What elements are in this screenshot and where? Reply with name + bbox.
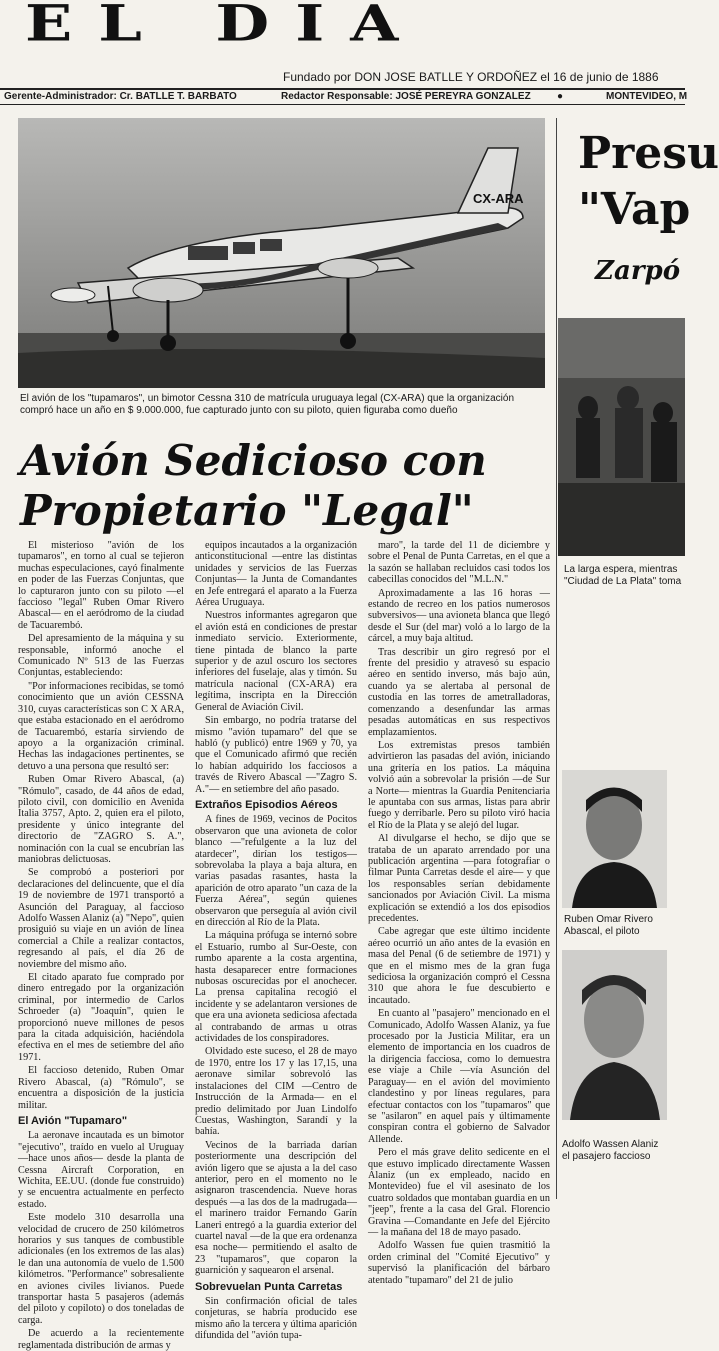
founded-line: Fundado por DON JOSE BATLLE Y ORDOÑEZ el 16 de junio de 1886 xyxy=(283,70,659,84)
col1-paragraph: Este modelo 310 desarrolla una velocidad de crucero de 250 kilómetros horarios y sus tanques de combustible adicionales (en los extremos de las alas) le dan una autonomía de vuelo de 1.500 kilómetros. "Performance" sobresaliente en aviones civiles livianos. Puede transportar hasta 5 pasajeros (además del piloto y copiloto) o dos toneladas de carga. xyxy=(18,1212,184,1326)
crowd-photo-caption xyxy=(564,564,685,588)
pilot-caption-line-2: Abascal, el piloto xyxy=(564,926,640,937)
newspaper-title: EL DIA xyxy=(25,0,425,53)
passenger-caption xyxy=(562,1139,685,1163)
pilot-portrait xyxy=(562,770,667,908)
passenger-portrait xyxy=(562,950,667,1120)
col3-paragraph: Cabe agregar que este último incidente aéreo ocurrió un año antes de la evasión en masa del Penal (6 de setiembre de 1971) y que en el mismo mes de la gran fuga sediciosa la organización compró el Cessna 310 que ahora le fue descubierto e incautado. xyxy=(368,926,550,1006)
main-headline xyxy=(20,436,540,536)
masthead xyxy=(0,0,685,88)
col2-paragraph: Sin confirmación oficial de tales conjeturas, se habría producido ese mismo año la tercera y última aparición difundida del "avión tupa- xyxy=(195,1296,357,1342)
col1-paragraph: Se comprobó a posteriori por declaraciones del delincuente, que el día 19 de noviembre de 1971 transportó a Asunción del Paraguay, al faccioso Adolfo Wassen Alaniz (a) "Nepo", quien prosiguió su viaje en un avión de línea comercial a Chile a realizar contactos, regresando al país, el día 26 de noviembre del mismo año. xyxy=(18,867,184,970)
manager-credit: Gerente-Administrador: Cr. BATLLE T. BARBATO xyxy=(4,91,237,102)
col3-paragraph: Pero el más grave delito sedicente en el que estuvo implicado directamente Wassen Alaniz (un ex empleado, nacido en Montevideo) fue el vil asesinato de los cuatro soldados que montaban guardia en un "jeep", frente a la casa del Gral. Florencio Gravina —Comandante en Jefe del Ejército— la mañana del 18 de mayo pasado. xyxy=(368,1147,550,1238)
airplane-illustration xyxy=(18,118,545,388)
masthead-rule xyxy=(0,88,685,90)
col1-paragraph: "Por informaciones recibidas, se tomó conocimiento que un avión CESSNA 310, cuyas características son C X ARA, que estaba estacionado en el aeródromo de Tacuarembó, estaría sirviendo de apoyo a la organización criminal. Hechas las indagaciones pertinentes, se detuvo a una persona que resultó ser: xyxy=(18,680,184,772)
passenger-portrait-illustration xyxy=(562,950,667,1120)
col3-paragraph: maro", la tarde del 11 de diciembre y sobre el Penal de Punta Carretas, en el que a la sazón se hallaban recluidos casi todos los cabecillas conocidos del "M.L.N." xyxy=(368,540,550,586)
col3-paragraph: Al divulgarse el hecho, se dijo que se trataba de un aparato arrendado por una publicación argentina —para fotografiar o filmar Punta Carretas desde el aire— y que los responsables serían debidamente sancionados por Aviación Civil. La misma explicación se extendió a los dos episodios precedentes. xyxy=(368,833,550,924)
passenger-caption-line-1: Adolfo Wassen Alaniz xyxy=(562,1139,659,1150)
article-column-3 xyxy=(368,540,550,1286)
editor-credit: Redactor Responsable: JOSÉ PEREYRA GONZALEZ xyxy=(281,91,531,102)
bullet-icon: ● xyxy=(557,91,564,102)
article-column-2 xyxy=(195,540,357,1342)
subhead-avion-tupamaro: El Avión "Tupamaro" xyxy=(18,1114,128,1127)
airplane-photo-caption: El avión de los "tupamaros", un bimotor Cessna 310 de matrícula uruguaya legal (CX-ARA) que la organización compró hace un año en $ 9.000.000, fue capturado junto con su piloto, quien figuraba como dueño xyxy=(20,393,515,416)
col2-paragraph: Vecinos de la barriada darían posteriormente una descripción del avión ligero que se ajusta a la del caso anterior, pero en el momento no le asignaron trascendencia. Nueve horas después —a las dos de la madrugada— el marinero traidor Fernando Garín Laneri entregó a la guardia exterior del cuartel naval —de la que era ordenanza esa noche— permitiendo el asalto de 23 "tupamaros", que coparon la guarnición y saquearon el arsenal. xyxy=(195,1139,357,1277)
staff-rule xyxy=(0,104,685,105)
subhead-punta-carretas: Sobrevuelan Punta Carretas xyxy=(195,1280,343,1293)
col3-paragraph: Los extremistas presos también advirtieron las pasadas del avión, iniciando una gritería en los patios. La máquina volvió aún a sobrevolar la prisión —de Sur a Norte— mientras la Guardia Penitenciaria le apuntaba con sus armas, listas para abrir fuego y derribarle. Pero su piloto viró hacia el Río de la Plata y se alejó del lugar. xyxy=(368,739,550,831)
col3-paragraph: Adolfo Wassen fue quien trasmitió la orden criminal del "Comité Ejecutivo" y supervisó la planificación del bárbaro atentado "tupamaro" del 21 de julio xyxy=(368,1240,550,1286)
plane-registration: CX-ARA xyxy=(473,191,524,206)
col1-paragraph: El citado aparato fue comprado por dinero entregado por la organización criminal, por intermedio de Carlos Schroeder (a) "Joaquín", quien le proporcionó nueve millones de pesos para la citada adquisición, haciéndola efectiva en el mes de setiembre del año 1971. xyxy=(18,972,184,1063)
crowd-caption-line-2: "Ciudad de La Plata" toma xyxy=(564,576,682,587)
col1-paragraph: Ruben Omar Rivero Abascal, (a) "Rómulo", casado, de 44 años de edad, piloto civil, con domicilio en Avenida Italia 3757, Apto. 2, quien era el piloto, presidente y único integrante del directorio de "ZAGRO S. A.", nominación con la cual se encubrían las maniobras delictuosas. xyxy=(18,774,184,865)
col3-paragraph: Tras describir un giro regresó por el frente del presidio y atravesó su espacio aéreo en sentido inverso, más bajo aún, cuando ya se alertaba al personal de custodia en las torres de ametralladoras, comenzando a desenfundar las armas pesadas automáticas en sus respectivos emplazamientos. xyxy=(368,646,550,738)
pilot-portrait-illustration xyxy=(562,770,667,908)
col3-paragraph: Aproximadamente a las 16 horas —estando de recreo en los patios numerosos subversivos— una avioneta blanca que llegó desde el Sur (del mar) voló a lo largo de la cárcel, a muy baja altitud. xyxy=(368,587,550,645)
col1-paragraph: El misterioso "avión de los tupamaros", en torno al cual se tejieron muchas especulaciones, cayó finalmente en poder de las Fuerzas Conjuntas, que lo capturaron junto con su piloto —el faccioso "legal" Ruben Omar Rivero Abascal— en el aeródromo de la ciudad de Tacuarembó. xyxy=(18,540,184,631)
col1-paragraph: Del apresamiento de la máquina y su responsable, informó anoche el Comunicado Nº 513 de las Fuerzas Conjuntas, estableciendo: xyxy=(18,633,184,679)
headline-line-1: Avión Sedicioso con xyxy=(20,436,487,485)
col3-paragraph: En cuanto al "pasajero" mencionado en el Comunicado, Adolfo Wassen Alaniz, ya fue procesado por la Justicia Militar, era un elemento de importancia en los cuadros de la dirigencia facciosa, como lo demuestra ese viaje a Chile —vía Asunción del Paraguay— en el avión del movimiento clandestino y por líneas regulares, para efectuar contactos con los "tupamaros" que se "asilaron" en aquel país y últimamente conspiran contra el gobierno de Salvador Allende. xyxy=(368,1008,550,1145)
right-deck: Zarpó xyxy=(595,256,681,286)
crowd-illustration xyxy=(558,318,685,556)
col2-paragraph: Olvidado este suceso, el 28 de mayo de 1970, entre los 17 y las 17,15, una aeronave similar sobrevoló las instalaciones del CIM —Centro de Instrucción de la Armada— en el predio delimitado por Juan Lindolfo Cuestas, Washington, Sarandí y la bahía. xyxy=(195,1046,357,1138)
col1-paragraph: La aeronave incautada es un bimotor "ejecutivo", traído en vuelo al Uruguay —hace unos años— desde la planta de Cessna Aircraft Corporation, en Wichita, EE.UU. (donde fue construido) y se encuentra actualmente en perfecto estado. xyxy=(18,1130,184,1210)
col1-paragraph: De acuerdo a la recientemente reglamentada distribución de armas y xyxy=(18,1328,184,1351)
airplane-photo xyxy=(18,118,545,388)
col2-paragraph: A fines de 1969, vecinos de Pocitos observaron que una avioneta de color blanco —"refulgente a la luz del atardecer", dirían los testigos— sobrevolaba la playa a baja altura, en varias pasadas rasantes, hasta la aparición de otro aparato "un caza de la Fuerza Aérea", según quienes observaron que perseguía al avión civil en dirección al Río de la Plata. xyxy=(195,814,357,928)
right-headline-2: "Vap xyxy=(578,184,691,235)
waiting-crowd-photo xyxy=(558,318,685,556)
pilot-caption xyxy=(564,914,685,938)
passenger-caption-line-2: el pasajero faccioso xyxy=(562,1151,651,1162)
col2-paragraph: Nuestros informantes agregaron que el avión está en condiciones de prestar inmediato servicio. Exteriormente, tiene pintada de blanco la parte superior y de azul oscuro los sectores inferiores del fuselaje, alas y timón. Su matrícula nacional (CX-ARA) era legítima, inscripta en la Dirección General de Aviación Civil. xyxy=(195,610,357,713)
pilot-caption-line-1: Ruben Omar Rivero xyxy=(564,914,653,925)
right-headline-1: Presu xyxy=(578,128,719,179)
col1-paragraph: El faccioso detenido, Ruben Omar Rivero Abascal, (a) "Rómulo", se encuentra a disposición de la justicia militar. xyxy=(18,1065,184,1111)
article-column-1 xyxy=(18,540,184,1351)
dateline: MONTEVIDEO, M xyxy=(606,91,688,102)
column-divider xyxy=(556,118,557,1199)
crowd-caption-line-1: La larga espera, mientras xyxy=(564,564,678,575)
col2-paragraph: Sin embargo, no podría tratarse del mismo "avión tupamaro" del que se habló (y publicó) entre 1969 y 70, ya que el Comunicado afirmó que recién lo habían adquirido los facciosos a través de Rivero Abascal —"Zagro S. A."— en setiembre del año pasado. xyxy=(195,715,357,795)
col2-paragraph: La máquina prófuga se internó sobre el Estuario, rumbo al Sur-Oeste, con rumbo aparente a la costa argentina, hasta desaparecer entre formaciones nubosas oscurecidas por el anochecer. La prensa capitalina recogió el incidente y se adelantaron versiones de que era una avioneta sediciosa afectada al contrabando de armas u otras actividades de los conspiradores. xyxy=(195,930,357,1045)
col2-paragraph: equipos incautados a la organización anticonstitucional —entre las distintas unidades y servicios de las Fuerzas Conjuntas— la Junta de Comandantes en Jefe entregará el aparato a la Fuerza Aérea Uruguaya. xyxy=(195,540,357,609)
headline-line-2: Propietario "Legal" xyxy=(20,486,474,535)
subhead-extranos-episodios: Extraños Episodios Aéreos xyxy=(195,798,338,811)
